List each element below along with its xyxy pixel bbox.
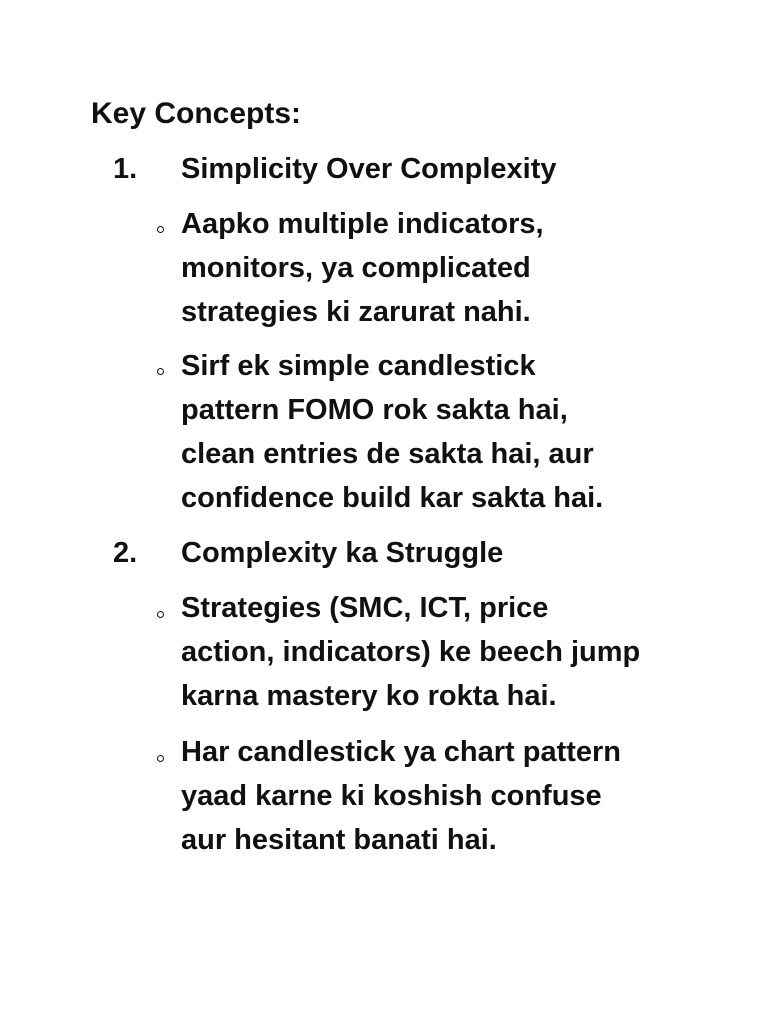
list-number-2: 2. — [113, 537, 138, 569]
hollow-bullet-icon — [157, 368, 164, 375]
bullet-line: strategies ki zarurat nahi. — [181, 296, 531, 328]
section-heading: Key Concepts: — [91, 97, 302, 130]
bullet-line: pattern FOMO rok sakta hai, — [181, 394, 568, 426]
list-item-bullet — [181, 586, 701, 718]
hollow-bullet-icon — [157, 226, 164, 233]
bullet-line: confidence build kar sakta hai. — [181, 482, 604, 514]
list-item-bullet — [181, 344, 701, 520]
bullet-line: aur hesitant banati hai. — [181, 824, 497, 856]
list-item-bullet — [181, 730, 701, 862]
hollow-bullet-icon — [157, 755, 164, 762]
bullet-line: action, indicators) ke beech jump — [181, 636, 641, 668]
list-item-title-1: Simplicity Over Complexity — [181, 153, 557, 185]
hollow-bullet-icon — [157, 611, 164, 618]
bullet-line: Sirf ek simple candlestick — [181, 350, 536, 382]
bullet-line: Strategies (SMC, ICT, price — [181, 592, 549, 624]
bullet-line: Aapko multiple indicators, — [181, 208, 544, 240]
bullet-line: monitors, ya complicated — [181, 252, 531, 284]
list-item-title-2: Complexity ka Struggle — [181, 537, 504, 569]
bullet-line: karna mastery ko rokta hai. — [181, 680, 557, 712]
bullet-line: yaad karne ki koshish confuse — [181, 780, 602, 812]
bullet-line: Har candlestick ya chart pattern — [181, 736, 622, 768]
list-number-1: 1. — [113, 153, 138, 185]
list-item-bullet — [181, 202, 701, 334]
bullet-line: clean entries de sakta hai, aur — [181, 438, 594, 470]
